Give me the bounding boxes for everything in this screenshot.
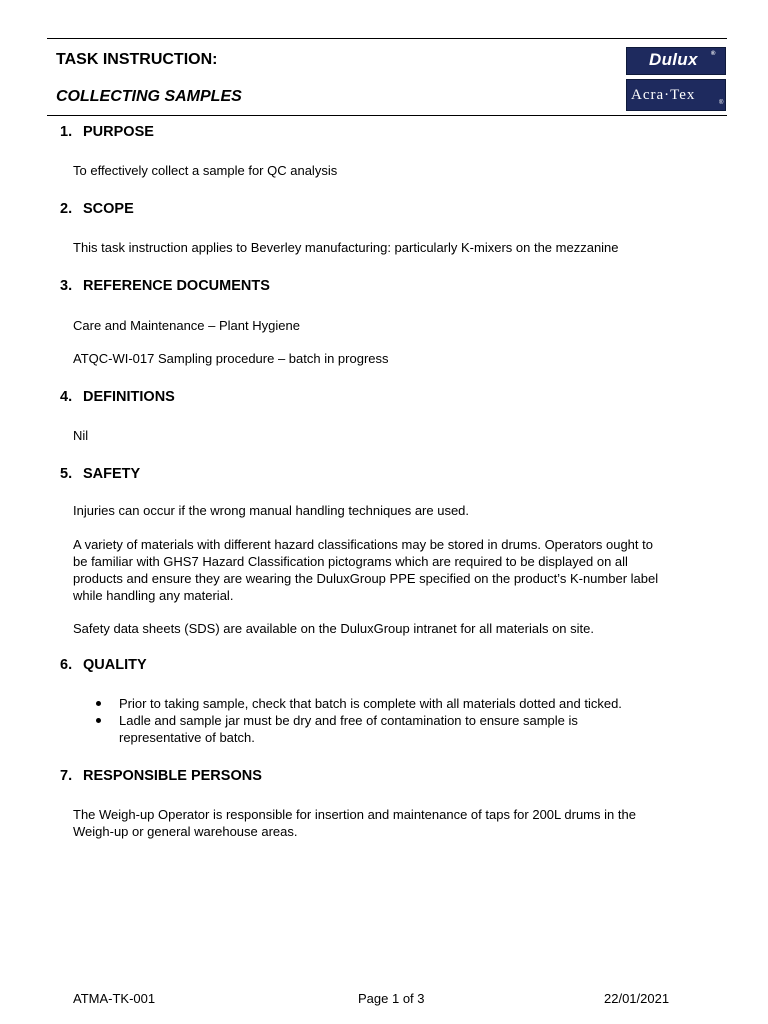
header-bottom-rule	[47, 115, 727, 116]
quality-bullet-list	[93, 695, 693, 746]
scope-text: This task instruction applies to Beverley manufacturing: particularly K-mixers on the mezzanine	[73, 240, 619, 255]
logo-dulux-panel: Dulux ®	[626, 47, 726, 75]
responsible-persons-text: The Weigh-up Operator is responsible for insertion and maintenance of taps for 200L drums in the Weigh-up or general warehouse areas.	[73, 807, 636, 839]
section-heading-purpose: 1. PURPOSE	[60, 124, 154, 140]
footer-document-id: ATMA-TK-001	[73, 991, 156, 1006]
document-title: COLLECTING SAMPLES	[56, 88, 242, 105]
section-heading-quality: 6. QUALITY	[60, 657, 147, 673]
bullet-icon	[96, 701, 101, 706]
logo-acratex-text: Acra·Tex	[631, 87, 696, 103]
safety-paragraph-3: Safety data sheets (SDS) are available on the DuluxGroup intranet for all materials on site.	[73, 621, 594, 636]
section-heading-reference-documents: 3. REFERENCE DOCUMENTS	[60, 278, 270, 294]
purpose-text: To effectively collect a sample for QC analysis	[73, 163, 338, 178]
section-heading-definitions: 4. DEFINITIONS	[60, 389, 175, 405]
safety-paragraph-2: A variety of materials with different hazard classifications may be stored in drums. Operators ought to be familiar with GHS7 Hazard Classification pictograms which are required to be displayed on all products and ensure they are wearing the DuluxGroup PPE specified on the product’s K-number label while handling any material.	[73, 537, 659, 603]
logo-acratex-panel: Acra·Tex ®	[626, 79, 726, 111]
bullet-icon	[96, 718, 101, 723]
section-heading-safety: 5. SAFETY	[60, 466, 141, 482]
safety-paragraph-1: Injuries can occur if the wrong manual handling techniques are used.	[73, 503, 470, 518]
document-type-title: TASK INSTRUCTION:	[56, 51, 218, 68]
section-heading-scope: 2. SCOPE	[60, 201, 134, 217]
dulux-acratex-logo	[626, 47, 726, 111]
reference-document-1: Care and Maintenance – Plant Hygiene	[73, 318, 300, 333]
section-heading-responsible-persons: 7. RESPONSIBLE PERSONS	[60, 768, 262, 784]
header-top-rule	[47, 38, 727, 39]
definitions-text: Nil	[73, 428, 89, 443]
logo-dulux-text: Dulux	[649, 50, 698, 69]
list-item: Ladle and sample jar must be dry and free of contamination to ensure sample is representative of batch.	[93, 712, 639, 746]
list-item: Prior to taking sample, check that batch is complete with all materials dotted and ticked.	[93, 695, 693, 712]
footer-date: 22/01/2021	[604, 991, 670, 1006]
reference-document-2: ATQC-WI-017 Sampling procedure – batch in progress	[73, 351, 389, 366]
footer-page-number: Page 1 of 3	[358, 991, 425, 1006]
